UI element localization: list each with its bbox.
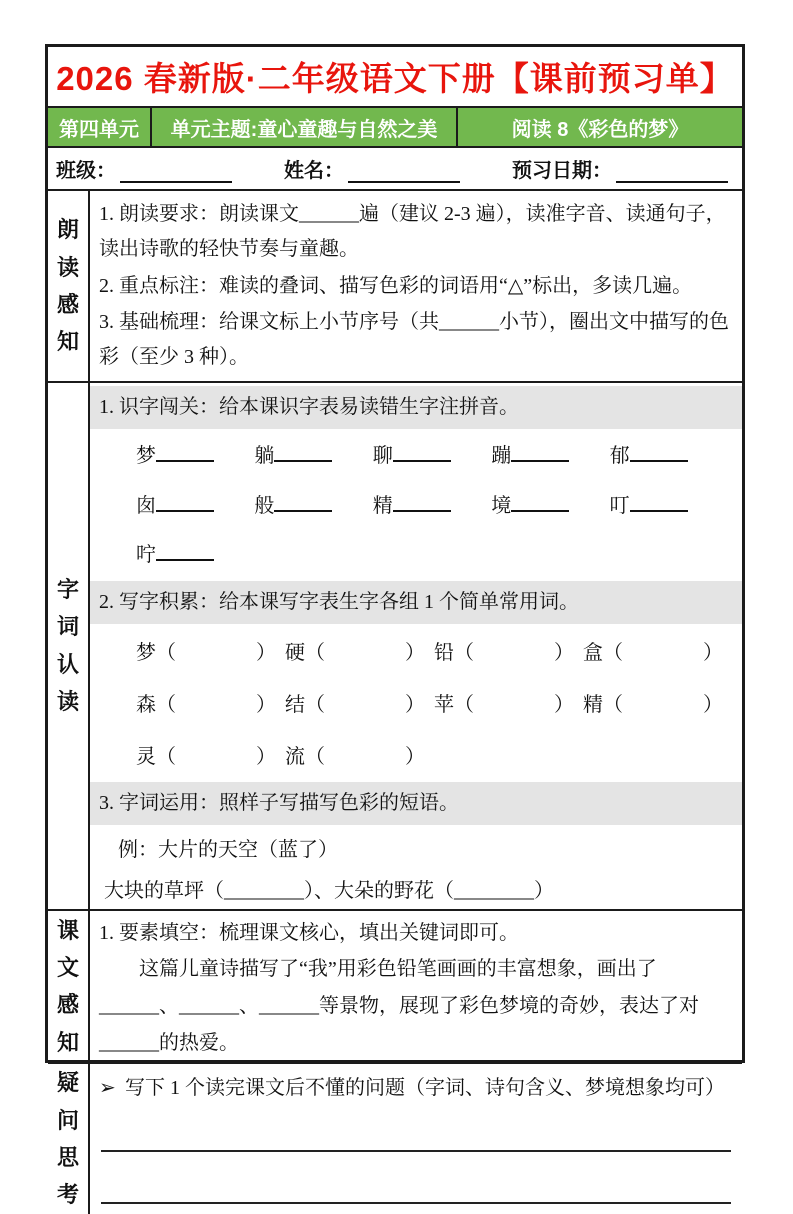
section-words-body xyxy=(90,383,742,909)
date-blank[interactable] xyxy=(616,159,728,183)
section-text-sense xyxy=(48,911,742,1064)
pinyin-char: 聊 xyxy=(372,444,393,467)
words-item-3-header: 3. 字词运用：照样子写描写色彩的短语。 xyxy=(90,782,742,825)
name-label: 姓名： xyxy=(284,160,344,182)
pinyin-cell[interactable] xyxy=(254,439,372,474)
pinyin-blank[interactable] xyxy=(274,441,332,462)
section-reading-label-cell xyxy=(48,191,90,381)
color-phrase-practice[interactable]: 大块的草坪（________）、大朵的野花（________） xyxy=(104,879,554,902)
pinyin-char: 咛 xyxy=(136,544,156,567)
student-info-bar xyxy=(48,148,742,191)
pinyin-blank[interactable] xyxy=(274,491,332,512)
section-words xyxy=(48,383,742,911)
reading-item-1: 1. 朗读要求：朗读课文______遍（建议 2-3 遍），读准字音、读通句子，读出诗歌的轻快节奏与童趣。 xyxy=(99,203,726,260)
pinyin-cell[interactable] xyxy=(491,489,609,524)
pinyin-grid xyxy=(136,439,728,573)
pinyin-char: 梦 xyxy=(136,444,156,467)
section-questions-label-cell xyxy=(48,1064,90,1214)
word-cell[interactable]: 结（ ） xyxy=(285,693,425,716)
pinyin-blank[interactable] xyxy=(511,441,569,462)
word-cell[interactable]: 盒（ ） xyxy=(583,641,723,664)
name-blank[interactable] xyxy=(348,159,460,183)
pinyin-blank[interactable] xyxy=(156,491,214,512)
word-cell[interactable]: 梦（ ） xyxy=(136,641,276,664)
word-grid xyxy=(136,636,732,774)
section-questions xyxy=(48,1064,742,1214)
pinyin-char: 叮 xyxy=(609,494,630,517)
page-title: 2026 春新版·二年级语文下册【课前预习单】 xyxy=(48,47,742,108)
pinyin-blank[interactable] xyxy=(156,441,214,462)
section-words-label: 字词认读 xyxy=(56,577,79,715)
unit-theme: 单元主题:童心童趣与自然之美 xyxy=(152,108,458,146)
pinyin-blank[interactable] xyxy=(630,491,688,512)
date-label: 预习日期： xyxy=(512,160,612,182)
section-reading-body xyxy=(90,191,742,381)
section-text-sense-label: 课文感知 xyxy=(56,917,79,1055)
word-cell[interactable]: 硬（ ） xyxy=(285,641,425,664)
answer-line[interactable] xyxy=(101,1150,731,1152)
reading-item-3: 3. 基础梳理：给课文标上小节序号（共______小节），圈出文中描写的色彩（至少 3 种）。 xyxy=(99,311,729,369)
color-phrase-example: 例：大片的天空（蓝了） xyxy=(118,839,338,862)
pinyin-cell[interactable] xyxy=(254,489,372,524)
question-prompt: 写下 1 个读完课文后不懂的问题（字词、诗句含义、梦境想象均可） xyxy=(125,1077,725,1100)
pinyin-char: 精 xyxy=(372,494,393,517)
pinyin-char: 般 xyxy=(254,494,275,517)
pinyin-char: 囱 xyxy=(136,494,156,517)
word-cell[interactable]: 铅（ ） xyxy=(434,641,574,664)
pinyin-cell[interactable] xyxy=(610,439,728,474)
worksheet xyxy=(45,44,745,1208)
text-sense-item-header: 1. 要素填空：梳理课文核心，填出关键词即可。 xyxy=(99,921,519,944)
pinyin-char: 躺 xyxy=(254,444,275,467)
lesson-title: 阅读 8《彩色的梦》 xyxy=(511,118,689,141)
section-questions-label: 疑问思考 xyxy=(56,1070,79,1208)
name-field xyxy=(284,154,460,183)
question-prompt-row xyxy=(99,1071,733,1106)
section-words-label-cell xyxy=(48,383,90,909)
class-label: 班级： xyxy=(56,160,116,182)
pinyin-cell[interactable] xyxy=(373,439,491,474)
pinyin-char: 蹦 xyxy=(491,444,512,467)
pinyin-cell[interactable] xyxy=(373,489,491,524)
section-questions-body xyxy=(90,1064,742,1214)
pinyin-blank[interactable] xyxy=(156,540,214,561)
unit-number: 第四单元 xyxy=(48,108,152,146)
pinyin-cell[interactable] xyxy=(610,489,728,524)
class-blank[interactable] xyxy=(120,159,232,183)
arrow-bullet-icon: ➢ xyxy=(99,1077,116,1100)
pinyin-cell[interactable] xyxy=(491,439,609,474)
section-text-sense-label-cell xyxy=(48,911,90,1062)
word-cell[interactable]: 流（ ） xyxy=(285,745,425,768)
word-cell[interactable]: 灵（ ） xyxy=(136,745,276,768)
section-reading xyxy=(48,191,742,383)
pinyin-cell[interactable] xyxy=(136,538,254,573)
word-cell[interactable]: 苹（ ） xyxy=(434,693,574,716)
section-text-sense-body xyxy=(90,911,742,1062)
pinyin-blank[interactable] xyxy=(511,491,569,512)
words-item-2-header: 2. 写字积累：给本课写字表生字各组 1 个简单常用词。 xyxy=(90,581,742,624)
pinyin-cell[interactable] xyxy=(136,439,254,474)
pinyin-blank[interactable] xyxy=(393,441,451,462)
word-cell[interactable]: 森（ ） xyxy=(136,693,276,716)
pinyin-char: 郁 xyxy=(609,444,630,467)
unit-header-bar xyxy=(48,108,742,148)
pinyin-char: 境 xyxy=(491,494,512,517)
text-sense-paragraph[interactable]: 这篇儿童诗描写了“我”用彩色铅笔画画的丰富想象，画出了______、______、______等景物，展现了彩色梦境的奇妙，表达了对______的热爱。 xyxy=(99,957,699,1054)
reading-item-2: 2. 重点标注：难读的叠词、描写色彩的词语用“△”标出，多读几遍。 xyxy=(99,274,693,297)
pinyin-cell[interactable] xyxy=(136,489,254,524)
date-field xyxy=(512,154,728,183)
words-item-1-header: 1. 识字闯关：给本课识字表易读错生字注拼音。 xyxy=(90,386,742,429)
answer-line[interactable] xyxy=(101,1202,731,1204)
pinyin-blank[interactable] xyxy=(630,441,688,462)
word-cell[interactable]: 精（ ） xyxy=(583,693,723,716)
class-field xyxy=(56,154,232,183)
pinyin-blank[interactable] xyxy=(393,491,451,512)
section-reading-label: 朗读感知 xyxy=(56,217,79,355)
